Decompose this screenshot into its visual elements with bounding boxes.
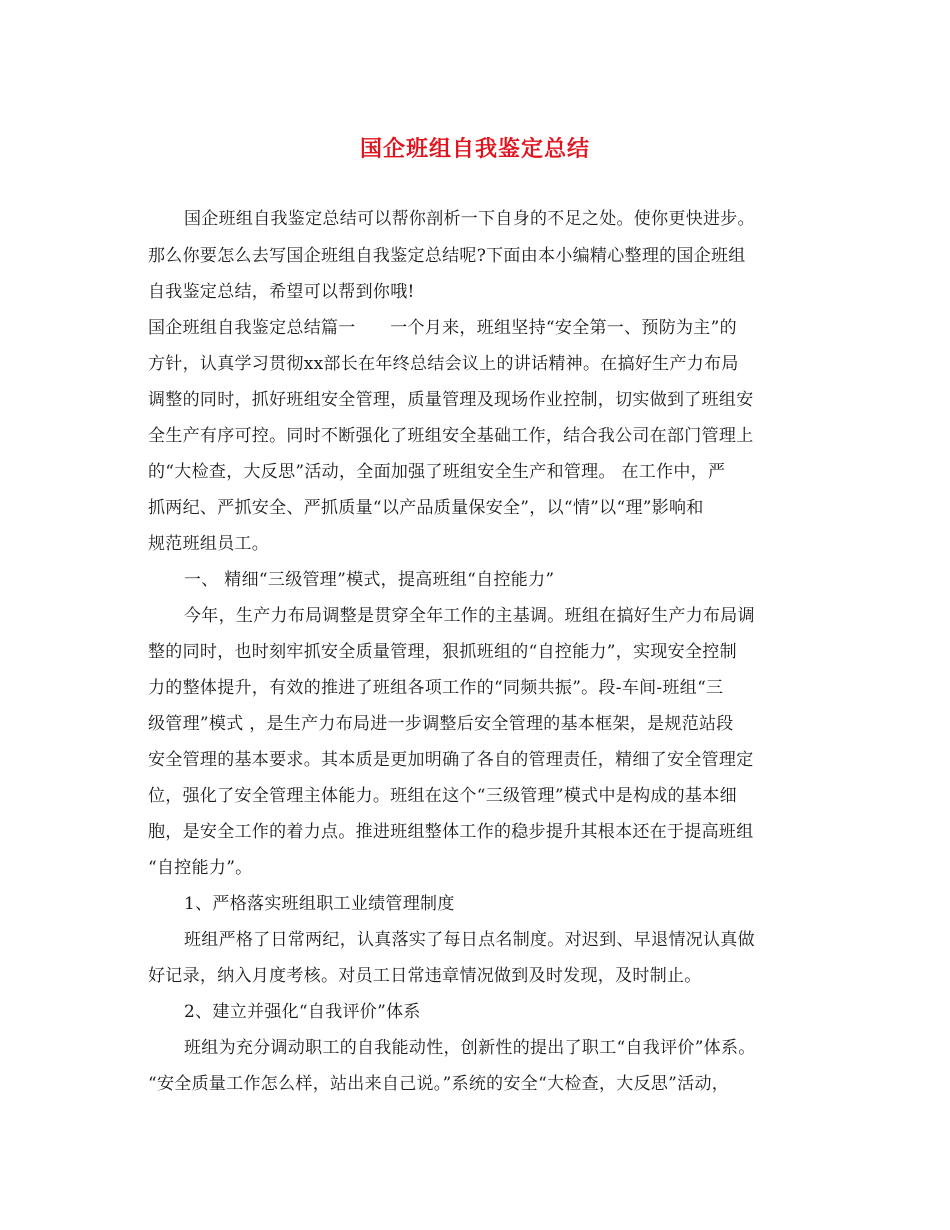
paragraph-line: 力的整体提升，有效的推进了班组各项工作的“同频共振”。段-车间-班组“三 (148, 678, 724, 698)
paragraph-line: 抓两纪、严抓安全、严抓质量“以产品质量保安全”，以“情”以“理”影响和 (148, 498, 704, 518)
paragraph-line: 国企班组自我鉴定总结篇一 一个月来，班组坚持“安全第一、预防为主”的 (148, 318, 737, 338)
paragraph-line: 调整的同时，抓好班组安全管理，质量管理及现场作业控制，切实做到了班组安 (148, 390, 754, 410)
subsection-heading: 2、建立并强化“自我评价”体系 (184, 1002, 421, 1022)
paragraph-line: 班组严格了日常两纪，认真落实了每日点名制度。对迟到、早退情况认真做 (184, 930, 755, 950)
paragraph-line: 位，强化了安全管理主体能力。班组在这个“三级管理”模式中是构成的基本细 (148, 786, 737, 806)
paragraph-line: 胞，是安全工作的着力点。推进班组整体工作的稳步提升其根本还在于提高班组 (148, 822, 754, 842)
subsection-heading: 1、严格落实班组职工业绩管理制度 (184, 894, 455, 914)
paragraph-line: 那么你要怎么去写国企班组自我鉴定总结呢?下面由本小编精心整理的国企班组 (148, 246, 746, 266)
paragraph-line: 国企班组自我鉴定总结可以帮你剖析一下自身的不足之处。使你更快进步。 (184, 209, 755, 229)
paragraph-line: “安全质量工作怎么样，站出来自己说。”系统的安全“大检查，大反思”活动， (148, 1074, 730, 1094)
paragraph-line: 级管理”模式 ，是生产力布局进一步调整后安全管理的基本框架，是规范站段 (148, 714, 734, 734)
paragraph-line: 安全管理的基本要求。其本质是更加明确了各自的管理责任，精细了安全管理定 (148, 750, 754, 770)
document-title: 国企班组自我鉴定总结 (359, 136, 590, 162)
paragraph-line: 自我鉴定总结，希望可以帮到你哦! (148, 282, 415, 302)
paragraph-line: “自控能力”。 (148, 858, 253, 878)
paragraph-line: 班组为充分调动职工的自我能动性，创新性的提出了职工“自我评价”体系。 (184, 1038, 756, 1058)
paragraph-line: 全生产有序可控。同时不断强化了班组安全基础工作，结合我公司在部门管理上 (148, 426, 754, 446)
paragraph-line: 方针，认真学习贯彻xx部长在年终总结会议上的讲话精神。在搞好生产力布局 (148, 354, 739, 374)
paragraph-line: 规范班组员工。 (148, 534, 270, 554)
paragraph-line: 今年，生产力布局调整是贯穿全年工作的主基调。班组在搞好生产力布局调 (184, 606, 755, 626)
paragraph-line: 好记录，纳入月度考核。对员工日常违章情况做到及时发现，及时制止。 (148, 966, 702, 986)
section-heading: 一、 精细“三级管理”模式，提高班组“自控能力” (184, 570, 555, 590)
paragraph-line: 整的同时，也时刻牢抓安全质量管理，狠抓班组的“自控能力”，实现安全控制 (148, 642, 737, 662)
paragraph-line: 的“大检查，大反思”活动，全面加强了班组安全生产和管理。 在工作中，严 (148, 462, 726, 482)
